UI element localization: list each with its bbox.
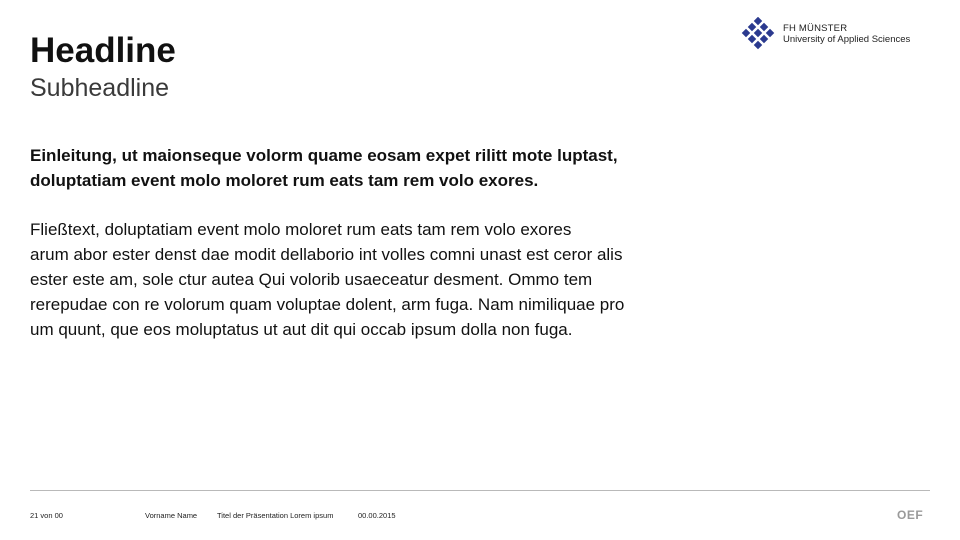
body-line: rerepudae con re volorum quam voluptae dolent, arm fuga. Nam nimiliquae pro xyxy=(30,295,625,314)
footer-author: Vorname Name xyxy=(145,511,198,520)
logo-tagline: University of Applied Sciences xyxy=(783,34,911,45)
body-line: arum abor ester denst dae modit dellaborio int volles comni unast est ceror alis xyxy=(30,245,623,264)
body-paragraph xyxy=(30,217,730,342)
fh-muenster-logo-icon xyxy=(741,17,777,51)
footer-brand-logo: OEF xyxy=(897,508,924,522)
body-line: Fließtext, doluptatiam event molo moloret rum eats tam rem volo exores xyxy=(30,220,572,239)
page-subtitle: Subheadline xyxy=(30,74,170,102)
footer-presentation-title: Titel der Präsentation Lorem ipsum xyxy=(217,511,334,520)
intro-paragraph xyxy=(30,143,730,193)
footer-divider xyxy=(30,490,930,491)
university-logo xyxy=(741,17,910,51)
page-title: Headline xyxy=(30,31,176,70)
logo-name: FH MÜNSTER xyxy=(783,23,848,34)
footer-date: 00.00.2015 xyxy=(358,511,396,520)
intro-line: Einleitung, ut maionseque volorm quame eosam expet rilitt mote luptast, xyxy=(30,146,618,165)
intro-line: doluptatiam event molo moloret rum eats tam rem volo exores. xyxy=(30,171,539,190)
body-line: um quunt, que eos moluptatus ut aut dit qui occab ipsum dolla non fuga. xyxy=(30,320,573,339)
footer-page-number: 21 von 00 xyxy=(30,511,63,520)
body-line: ester este am, sole ctur autea Qui volorib usaeceatur desment. Ommo tem xyxy=(30,270,593,289)
